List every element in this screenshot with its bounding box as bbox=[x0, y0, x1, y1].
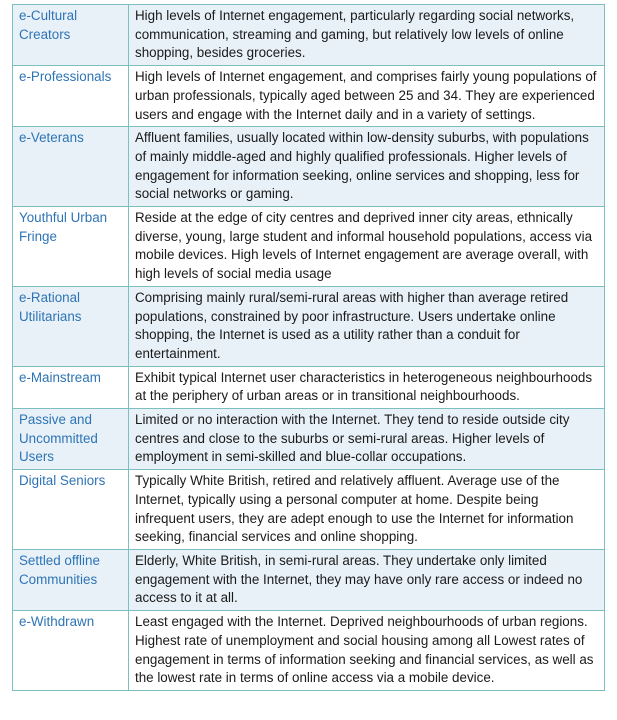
segment-description: High levels of Internet engagement, particularly regarding social networks, communication, streaming and gaming, but relatively low levels of online shopping, besides groceries. bbox=[129, 5, 605, 66]
table-row bbox=[13, 5, 605, 66]
table-row bbox=[13, 66, 605, 127]
segment-name: Digital Seniors bbox=[13, 470, 129, 550]
segment-description: Reside at the edge of city centres and deprived inner city areas, ethnically diverse, young, large student and informal household populations, access via mobile devices. High levels of Internet engagement are average overall, with high levels of social media usage bbox=[129, 207, 605, 287]
segment-name: e-Professionals bbox=[13, 66, 129, 127]
table-row bbox=[13, 366, 605, 408]
segment-description: Typically White British, retired and relatively affluent. Average use of the Internet, typically using a personal computer at home. Despite being infrequent users, they are adept enough to use the Internet for information seeking, financial services and online shopping. bbox=[129, 470, 605, 550]
segment-name: Youthful Urban Fringe bbox=[13, 207, 129, 287]
segment-description: Limited or no interaction with the Internet. They tend to reside outside city centres and close to the suburbs or semi-rural areas. Higher levels of employment in semi-skilled and blue-collar occupations. bbox=[129, 409, 605, 470]
segment-name: e-Cultural Creators bbox=[13, 5, 129, 66]
segment-name: e-Veterans bbox=[13, 127, 129, 207]
table-row bbox=[13, 470, 605, 550]
table-row bbox=[13, 127, 605, 207]
segment-name: Settled offline Communities bbox=[13, 549, 129, 610]
table-row bbox=[13, 207, 605, 287]
segment-description: High levels of Internet engagement, and comprises fairly young populations of urban professionals, typically aged between 25 and 34. They are experienced users and engage with the Internet daily and in a variety of settings. bbox=[129, 66, 605, 127]
segment-name: Passive and Uncommitted Users bbox=[13, 409, 129, 470]
segment-name: e-Rational Utilitarians bbox=[13, 286, 129, 366]
segment-description: Elderly, White British, in semi-rural areas. They undertake only limited engagement with the Internet, they may have only rare access or indeed no access to it at all. bbox=[129, 549, 605, 610]
segment-description: Exhibit typical Internet user characteristics in heterogeneous neighbourhoods at the periphery of urban areas or in transitional neighbourhoods. bbox=[129, 366, 605, 408]
table-row bbox=[13, 611, 605, 691]
table-row bbox=[13, 409, 605, 470]
internet-user-segments-table bbox=[12, 4, 605, 691]
segment-description: Comprising mainly rural/semi-rural areas with higher than average retired populations, constrained by poor infrastructure. Users undertake online shopping, the Internet is used as a utility rather than a conduit for entertainment. bbox=[129, 286, 605, 366]
table-row bbox=[13, 286, 605, 366]
segment-name: e-Mainstream bbox=[13, 366, 129, 408]
table-row bbox=[13, 549, 605, 610]
segment-description: Least engaged with the Internet. Deprived neighbourhoods of urban regions. Highest rate of unemployment and social housing among all Lowest rates of engagement in terms of information seeking and financial services, as well as the lowest rate in terms of online access via a mobile device. bbox=[129, 611, 605, 691]
segments-table-container bbox=[12, 4, 605, 691]
segment-name: e-Withdrawn bbox=[13, 611, 129, 691]
segment-description: Affluent families, usually located within low-density suburbs, with populations of mainly middle-aged and highly qualified professionals. Higher levels of engagement for information seeking, online services and shopping, less for social networks or gaming. bbox=[129, 127, 605, 207]
